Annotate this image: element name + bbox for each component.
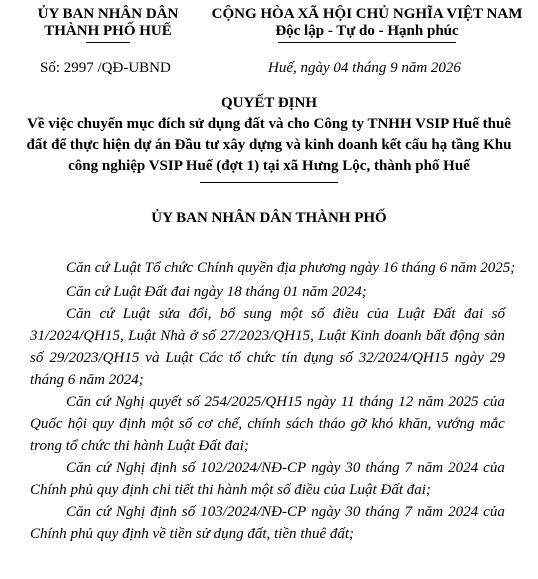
basis-word: định: [150, 504, 177, 520]
basis-word: cứ: [99, 306, 115, 322]
basis-word: 7: [404, 460, 413, 476]
legal-basis-line: [66, 394, 505, 411]
basis-word: Nghị: [115, 504, 146, 520]
basis-word: 12: [398, 394, 414, 410]
basis-word: định: [122, 482, 149, 498]
basis-word: và: [145, 350, 160, 366]
legal-basis-line: [30, 328, 505, 345]
basis-word: Luật: [167, 438, 195, 454]
basis-word: chi: [152, 482, 171, 498]
basis-word: mắc: [479, 416, 505, 432]
basis-word: chức: [164, 260, 194, 276]
basis-word: gỡ: [350, 416, 367, 432]
basis-word: Chính: [196, 260, 234, 276]
basis-word: đất;: [329, 526, 355, 542]
legal-basis-line: [66, 260, 516, 277]
basis-word: một: [250, 482, 274, 498]
basis-word: 2024;: [331, 284, 367, 300]
basis-word: tháng: [245, 284, 280, 300]
basis-word: dụng: [303, 350, 334, 366]
basis-word: chức: [246, 350, 276, 366]
basis-word: của: [483, 394, 505, 410]
basis-word: tháng: [365, 460, 400, 476]
legal-basis-line: [66, 284, 500, 301]
legal-basis-line: [66, 306, 505, 323]
basis-word: tiền: [169, 526, 193, 542]
basis-word: 2024;: [108, 372, 144, 388]
basis-word: 6: [439, 260, 447, 276]
basis-word: tổ: [229, 350, 241, 366]
basis-word: khăn,: [398, 416, 432, 432]
document-number: Số: 2997 /QĐ-UBND: [40, 60, 171, 76]
basis-word: hành: [217, 482, 248, 498]
basis-word: Tổ: [144, 260, 161, 276]
basis-word: quy: [96, 526, 119, 542]
basis-word: điều: [294, 482, 321, 498]
basis-word: phủ: [70, 482, 93, 498]
basis-word: một: [280, 306, 303, 322]
basis-word: hội: [67, 416, 87, 432]
issuing-org-line1: ỦY BAN NHÂN DÂN: [37, 6, 179, 22]
basis-word: 27/2023/QH15,: [220, 328, 314, 344]
basis-word: quy: [92, 416, 114, 432]
basis-word: số: [181, 504, 196, 520]
org-underline: [86, 42, 130, 43]
basis-word: Luật: [318, 328, 346, 344]
basis-word: tháng: [365, 504, 400, 520]
basis-word: sửa: [158, 306, 181, 322]
basis-word: Quốc: [30, 416, 63, 432]
basis-word: 18: [226, 284, 242, 300]
basis-word: Luật: [165, 350, 193, 366]
basis-word: thuê: [300, 526, 327, 542]
basis-word: 7: [404, 504, 413, 520]
basis-word: doanh: [383, 328, 422, 344]
issuing-org-line2: THÀNH PHỐ HUẾ: [44, 23, 172, 39]
basis-word: điều: [332, 306, 359, 322]
basis-word: Kinh: [350, 328, 380, 344]
basis-word: tín: [281, 350, 298, 366]
legal-basis-line: [66, 460, 505, 477]
basis-word: cứ: [96, 460, 111, 476]
basis-word: chính: [247, 416, 281, 432]
basis-word: sung: [243, 306, 272, 322]
basis-word: bất: [425, 328, 446, 344]
basis-word: Luật: [349, 482, 377, 498]
subject-line-2: đất để thực hiện dự án Đầu tư xây dựng và kinh doanh kết cấu hạ tầng Khu: [26, 137, 512, 153]
basis-word: Đất: [198, 438, 221, 454]
basis-word: 2025: [448, 394, 479, 410]
basis-word: Đất: [144, 284, 168, 300]
subject-line-1: Về việc chuyển mục đích sử dụng đất và cho Công ty TNHH VSIP Huế thuê: [27, 116, 511, 132]
basis-word: năm: [450, 260, 477, 276]
basis-word: bổ: [219, 306, 235, 322]
legal-basis-line: [30, 482, 505, 499]
basis-word: cơ: [197, 416, 213, 432]
basis-word: ngày: [311, 460, 341, 476]
basis-word: đai;: [224, 438, 249, 454]
basis-word: sách: [285, 416, 314, 432]
basis-word: tiền: [274, 526, 297, 542]
basis-word: 254/2025/QH15: [204, 394, 303, 410]
basis-word: năm: [417, 504, 444, 520]
basis-word: Đất: [433, 306, 456, 322]
basis-word: tháng: [30, 372, 65, 388]
basis-word: của: [483, 460, 505, 476]
basis-word: chế,: [217, 416, 243, 432]
basis-word: số: [30, 350, 44, 366]
subject-underline: [200, 182, 338, 183]
basis-word: địa: [276, 260, 297, 276]
basis-word: 30: [345, 504, 361, 520]
basis-word: Luật: [122, 306, 151, 322]
document-type: QUYẾT ĐỊNH: [221, 95, 317, 111]
basis-word: Căn: [66, 394, 92, 410]
basis-word: cứ: [95, 394, 111, 410]
basis-word: 29: [489, 350, 505, 366]
basis-word: tổ: [65, 438, 78, 454]
basis-word: 30: [345, 460, 361, 476]
issuing-authority: ỦY BAN NHÂN DÂN THÀNH PHỐ: [151, 210, 387, 226]
basis-word: dụng: [213, 526, 244, 542]
basis-word: năm: [417, 394, 444, 410]
place-and-date: Huế, ngày 04 tháng 9 năm 2026: [268, 60, 461, 76]
basis-word: phương: [299, 260, 347, 276]
basis-word: thi: [113, 438, 130, 454]
basis-word: 102/2024/NĐ-CP: [200, 460, 307, 476]
legal-basis-line: [30, 350, 505, 367]
basis-word: vướng: [436, 416, 475, 432]
legal-basis-line: [66, 504, 505, 521]
basis-word: Các: [198, 350, 224, 366]
basis-word: của: [323, 482, 346, 498]
basis-word: về: [152, 526, 166, 542]
basis-word: 103/2024/NĐ-CP: [200, 504, 307, 520]
basis-word: Nhà: [160, 328, 186, 344]
basis-word: 11: [340, 394, 355, 410]
basis-word: 29/2023/QH15: [49, 350, 140, 366]
basis-word: sản: [484, 328, 505, 344]
basis-word: phủ: [70, 526, 93, 542]
basis-word: của: [367, 306, 389, 322]
basis-word: 01: [283, 284, 299, 300]
basis-word: trong: [30, 438, 62, 454]
national-motto: Độc lập - Tự do - Hạnh phúc: [275, 23, 459, 39]
basis-word: số: [339, 350, 353, 366]
basis-word: Căn: [66, 460, 92, 476]
basis-word: hành: [133, 438, 164, 454]
basis-word: ngày: [311, 504, 341, 520]
basis-word: một: [151, 416, 174, 432]
legal-basis-line: [30, 526, 505, 543]
basis-word: Căn: [66, 504, 92, 520]
basis-word: năm: [302, 284, 328, 300]
basis-word: số: [186, 394, 200, 410]
basis-word: Luật: [113, 260, 141, 276]
basis-word: định: [150, 460, 177, 476]
basis-word: cứ: [94, 284, 110, 300]
basis-word: đai: [464, 306, 484, 322]
basis-word: đai;: [406, 482, 431, 498]
national-title: CỘNG HÒA XÃ HỘI CHỦ NGHĨA VIỆT NAM: [211, 6, 523, 22]
basis-word: ngày: [193, 284, 223, 300]
basis-word: số: [178, 416, 193, 432]
basis-word: đất,: [247, 526, 271, 542]
basis-word: quyền: [237, 260, 274, 276]
basis-word: khó: [371, 416, 394, 432]
basis-word: Nghị: [115, 460, 146, 476]
basis-word: ở: [189, 328, 198, 344]
basis-word: quy: [96, 482, 119, 498]
basis-word: 31/2024/QH15,: [30, 328, 124, 344]
basis-word: 2024: [448, 460, 479, 476]
basis-word: số: [311, 306, 325, 322]
subject-line-3: công nghiệp VSIP Huế (đợt 1) tại xã Hưng Lộc, thành phố Huế: [68, 158, 470, 174]
basis-word: 2024: [448, 504, 479, 520]
basis-word: động: [449, 328, 480, 344]
basis-word: Luật: [128, 328, 156, 344]
basis-word: đai: [170, 284, 191, 300]
legal-basis-line: [30, 416, 505, 433]
basis-word: Nghị: [115, 394, 145, 410]
basis-word: Chính: [30, 526, 67, 542]
basis-word: tiết: [174, 482, 194, 498]
basis-word: 6: [67, 372, 76, 388]
basis-word: của: [483, 504, 505, 520]
basis-word: định: [119, 416, 146, 432]
basis-word: sử: [195, 526, 210, 542]
basis-word: Chính: [30, 482, 67, 498]
basis-word: Luật: [113, 284, 141, 300]
basis-word: cứ: [94, 260, 110, 276]
basis-word: 2025;: [480, 260, 516, 276]
basis-word: tháo: [318, 416, 346, 432]
basis-word: Căn: [66, 306, 92, 322]
motto-underline: [278, 42, 456, 43]
basis-word: Luật: [397, 306, 425, 322]
basis-word: số: [277, 482, 291, 498]
basis-word: cứ: [96, 504, 111, 520]
basis-word: năm: [79, 372, 106, 388]
basis-word: tháng: [401, 260, 436, 276]
basis-word: chức: [81, 438, 111, 454]
basis-word: số: [491, 306, 505, 322]
basis-word: năm: [417, 460, 444, 476]
basis-word: 16: [382, 260, 398, 276]
basis-word: số: [202, 328, 216, 344]
basis-word: số: [181, 460, 196, 476]
basis-word: định: [122, 526, 149, 542]
basis-word: quyết: [149, 394, 182, 410]
basis-word: Căn: [66, 284, 92, 300]
basis-word: đổi,: [188, 306, 212, 322]
legal-basis-line: [30, 372, 505, 389]
basis-word: thi: [197, 482, 214, 498]
basis-word: ngày: [454, 350, 484, 366]
basis-word: Đất: [380, 482, 403, 498]
basis-word: 32/2024/QH15: [358, 350, 449, 366]
basis-word: ngày: [306, 394, 336, 410]
legal-basis-line: [30, 438, 505, 455]
basis-word: tháng: [359, 394, 394, 410]
basis-word: Căn: [66, 260, 92, 276]
basis-word: ngày: [349, 260, 380, 276]
